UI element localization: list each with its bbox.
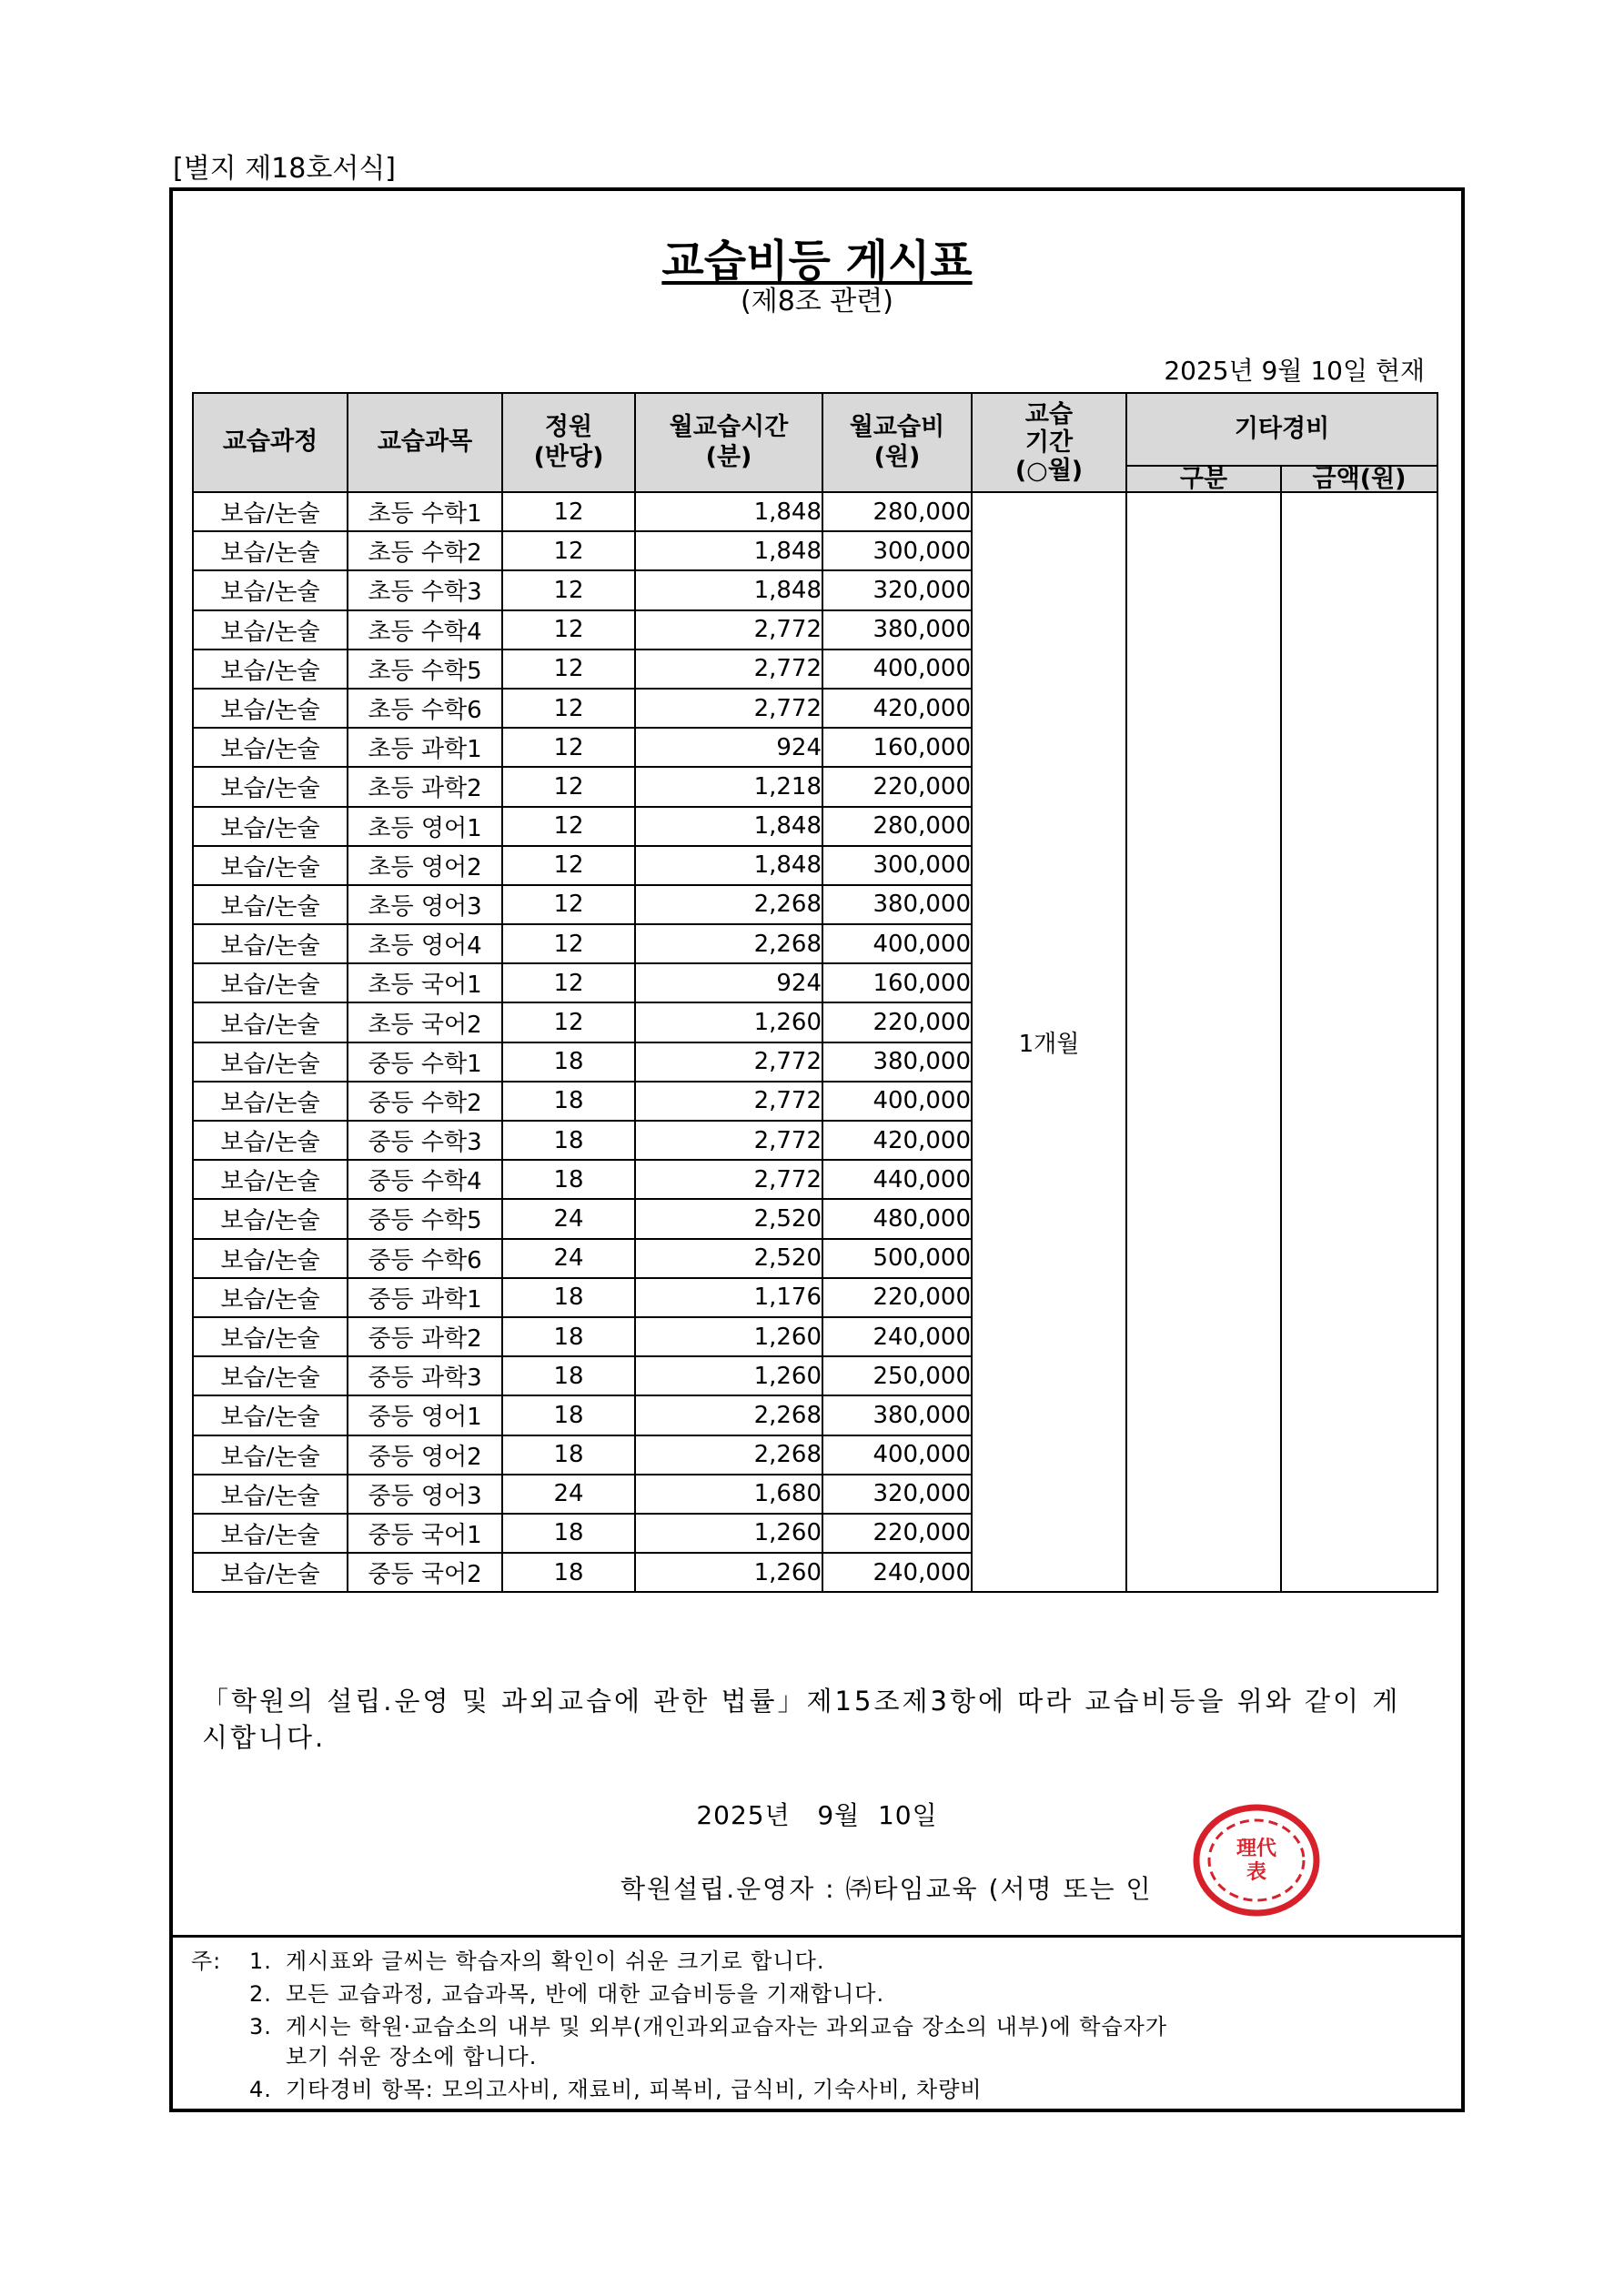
course-cell: 보습/논술 [193,650,348,689]
subject-cell: 초등 영어4 [348,924,502,963]
capacity-cell: 12 [502,531,635,570]
monthly-minutes-cell: 1,260 [635,1317,822,1356]
monthly-fee-cell: 220,000 [822,767,972,806]
capacity-cell: 12 [502,689,635,728]
footnotes [191,1947,1447,2108]
capacity-cell: 18 [502,1435,635,1475]
fee-table-body [193,492,1437,1592]
capacity-cell: 18 [502,1042,635,1082]
course-cell: 보습/논술 [193,1239,348,1278]
header-subject: 교습과목 [348,393,502,492]
course-cell: 보습/논술 [193,1356,348,1395]
monthly-fee-cell: 420,000 [822,689,972,728]
course-cell: 보습/논술 [193,1042,348,1082]
page-subtitle: (제8조 관련) [741,286,893,317]
monthly-minutes-cell: 1,848 [635,846,822,885]
capacity-cell: 12 [502,885,635,924]
monthly-fee-cell: 300,000 [822,531,972,570]
monthly-minutes-cell: 1,260 [635,1356,822,1395]
subject-cell: 중등 영어1 [348,1395,502,1435]
subject-cell: 중등 국어1 [348,1514,502,1553]
header-capacity: 정원 (반당) [502,393,635,492]
svg-text:表: 表 [1246,1861,1267,1884]
monthly-fee-cell: 220,000 [822,1514,972,1553]
subject-cell: 중등 영어2 [348,1435,502,1475]
subject-cell: 초등 과학2 [348,767,502,806]
course-cell: 보습/논술 [193,1317,348,1356]
monthly-minutes-cell: 1,176 [635,1278,822,1317]
monthly-fee-cell: 240,000 [822,1317,972,1356]
capacity-cell: 18 [502,1395,635,1435]
course-cell: 보습/논술 [193,728,348,767]
capacity-cell: 18 [502,1160,635,1199]
capacity-cell: 24 [502,1199,635,1238]
monthly-fee-cell: 420,000 [822,1121,972,1160]
subject-cell: 중등 과학3 [348,1356,502,1395]
footnote-item: 주: 1. 게시표와 글씨는 학습자의 확인이 쉬운 크기로 합니다. [191,1947,1447,1977]
capacity-cell: 12 [502,492,635,531]
subject-cell: 중등 수학5 [348,1199,502,1238]
subject-cell: 중등 과학2 [348,1317,502,1356]
monthly-fee-cell: 380,000 [822,1042,972,1082]
monthly-minutes-cell: 1,260 [635,1002,822,1042]
monthly-fee-cell: 380,000 [822,1395,972,1435]
capacity-cell: 24 [502,1475,635,1514]
monthly-fee-cell: 250,000 [822,1356,972,1395]
monthly-minutes-cell: 2,520 [635,1199,822,1238]
course-cell: 보습/논술 [193,492,348,531]
footnote-item: 3. 게시는 학원·교습소의 내부 및 외부(개인과외교습자는 과외교습 장소의 내부)에 학습자가 보기 쉬운 장소에 합니다. [249,2014,1168,2069]
monthly-minutes-cell: 2,268 [635,1435,822,1475]
course-cell: 보습/논술 [193,531,348,570]
capacity-cell: 12 [502,570,635,609]
monthly-minutes-cell: 1,848 [635,807,822,846]
subject-cell: 초등 과학1 [348,728,502,767]
monthly-minutes-cell: 924 [635,963,822,1002]
monthly-minutes-cell: 1,848 [635,492,822,531]
course-cell: 보습/논술 [193,689,348,728]
subject-cell: 초등 수학4 [348,610,502,650]
capacity-cell: 12 [502,807,635,846]
subject-cell: 중등 과학1 [348,1278,502,1317]
course-cell: 보습/논술 [193,570,348,609]
capacity-cell: 18 [502,1356,635,1395]
monthly-fee-cell: 400,000 [822,650,972,689]
header-other-category: 구분 [1126,466,1281,492]
period-cell: 1개월 [972,492,1126,1592]
monthly-minutes-cell: 2,772 [635,1042,822,1082]
capacity-cell: 18 [502,1121,635,1160]
capacity-cell: 12 [502,1002,635,1042]
course-cell: 보습/논술 [193,1514,348,1553]
header-monthly-minutes: 월교습시간 (분) [635,393,822,492]
monthly-minutes-cell: 1,680 [635,1475,822,1514]
monthly-fee-cell: 380,000 [822,885,972,924]
monthly-minutes-cell: 2,772 [635,1121,822,1160]
monthly-fee-cell: 240,000 [822,1553,972,1592]
capacity-cell: 12 [502,924,635,963]
notes-divider [173,1935,1461,1938]
monthly-fee-cell: 280,000 [822,807,972,846]
monthly-minutes-cell: 1,218 [635,767,822,806]
other-category-cell [1126,492,1281,1592]
course-cell: 보습/논술 [193,1121,348,1160]
monthly-minutes-cell: 1,848 [635,570,822,609]
course-cell: 보습/논술 [193,1278,348,1317]
subject-cell: 초등 영어1 [348,807,502,846]
monthly-minutes-cell: 2,268 [635,924,822,963]
official-seal-stamp [1188,1800,1325,1918]
course-cell: 보습/논술 [193,846,348,885]
table-row [193,492,1437,531]
course-cell: 보습/논술 [193,1435,348,1475]
course-cell: 보습/논술 [193,1475,348,1514]
monthly-fee-cell: 500,000 [822,1239,972,1278]
footnote-item: 4. 기타경비 항목: 모의고사비, 재료비, 피복비, 급식비, 기숙사비, 차량비 [249,2077,983,2102]
monthly-minutes-cell: 2,772 [635,610,822,650]
monthly-minutes-cell: 924 [635,728,822,767]
course-cell: 보습/논술 [193,885,348,924]
subject-cell: 중등 수학4 [348,1160,502,1199]
header-other-amount: 금액(원) [1281,466,1437,492]
tuition-fee-table [192,392,1438,1593]
course-cell: 보습/논술 [193,767,348,806]
capacity-cell: 12 [502,728,635,767]
course-cell: 보습/논술 [193,807,348,846]
header-other-expenses: 기타경비 [1126,393,1437,466]
signature-date: 2025년 9월 10일 [696,1800,938,1830]
capacity-cell: 12 [502,650,635,689]
other-amount-cell [1281,492,1437,1592]
subject-cell: 초등 수학2 [348,531,502,570]
capacity-cell: 12 [502,963,635,1002]
course-cell: 보습/논술 [193,1395,348,1435]
monthly-fee-cell: 160,000 [822,728,972,767]
capacity-cell: 12 [502,846,635,885]
capacity-cell: 18 [502,1317,635,1356]
monthly-fee-cell: 220,000 [822,1278,972,1317]
monthly-fee-cell: 400,000 [822,924,972,963]
capacity-cell: 24 [502,1239,635,1278]
subject-cell: 초등 영어3 [348,885,502,924]
notice-frame [169,187,1465,2112]
monthly-minutes-cell: 2,268 [635,885,822,924]
subject-cell: 중등 수학3 [348,1121,502,1160]
capacity-cell: 18 [502,1553,635,1592]
subject-cell: 초등 영어2 [348,846,502,885]
subject-cell: 초등 수학3 [348,570,502,609]
subject-cell: 중등 수학6 [348,1239,502,1278]
header-course: 교습과정 [193,393,348,492]
monthly-fee-cell: 220,000 [822,1002,972,1042]
subject-cell: 중등 수학1 [348,1042,502,1082]
monthly-fee-cell: 160,000 [822,963,972,1002]
monthly-fee-cell: 400,000 [822,1082,972,1121]
monthly-fee-cell: 280,000 [822,492,972,531]
monthly-fee-cell: 480,000 [822,1199,972,1238]
subject-cell: 중등 수학2 [348,1082,502,1121]
course-cell: 보습/논술 [193,1160,348,1199]
page-title: 교습비등 게시표 [661,236,973,287]
monthly-fee-cell: 300,000 [822,846,972,885]
capacity-cell: 18 [502,1514,635,1553]
course-cell: 보습/논술 [193,1199,348,1238]
monthly-minutes-cell: 2,772 [635,689,822,728]
course-cell: 보습/논술 [193,1002,348,1042]
subject-cell: 중등 영어3 [348,1475,502,1514]
monthly-minutes-cell: 1,848 [635,531,822,570]
course-cell: 보습/논술 [193,1553,348,1592]
capacity-cell: 12 [502,767,635,806]
subject-cell: 초등 국어1 [348,963,502,1002]
capacity-cell: 12 [502,610,635,650]
course-cell: 보습/논술 [193,610,348,650]
form-number-label: [별지 제18호서식] [173,153,396,185]
subject-cell: 초등 수학1 [348,492,502,531]
monthly-minutes-cell: 1,260 [635,1553,822,1592]
legal-statement: 「학원의 설립.운영 및 과외교습에 관한 법률」제15조제3항에 따라 교습비등을 위와 같이 게시합니다. [202,1686,1401,1753]
monthly-minutes-cell: 2,772 [635,1082,822,1121]
course-cell: 보습/논술 [193,963,348,1002]
footnote-item: 2. 모든 교습과정, 교습과목, 반에 대한 교습비등을 기재합니다. [249,1981,885,2007]
subject-cell: 초등 수학5 [348,650,502,689]
course-cell: 보습/논술 [193,924,348,963]
monthly-fee-cell: 440,000 [822,1160,972,1199]
monthly-minutes-cell: 2,268 [635,1395,822,1435]
subject-cell: 초등 수학6 [348,689,502,728]
capacity-cell: 18 [502,1278,635,1317]
header-period: 교습 기간 (○월) [972,393,1126,492]
monthly-minutes-cell: 2,520 [635,1239,822,1278]
svg-text:理代: 理代 [1236,1838,1277,1860]
course-cell: 보습/논술 [193,1082,348,1121]
subject-cell: 중등 국어2 [348,1553,502,1592]
monthly-fee-cell: 320,000 [822,1475,972,1514]
monthly-minutes-cell: 2,772 [635,1160,822,1199]
as-of-date: 2025년 9월 10일 현재 [1164,356,1425,386]
operator-signature-line: 학원설립.운영자 : ㈜타임교육 (서명 또는 인 [620,1874,1153,1904]
monthly-minutes-cell: 2,772 [635,650,822,689]
header-monthly-fee: 월교습비 (원) [822,393,972,492]
monthly-fee-cell: 400,000 [822,1435,972,1475]
subject-cell: 초등 국어2 [348,1002,502,1042]
capacity-cell: 18 [502,1082,635,1121]
monthly-fee-cell: 380,000 [822,610,972,650]
monthly-fee-cell: 320,000 [822,570,972,609]
footnote-label: 주: [191,1949,222,1974]
monthly-minutes-cell: 1,260 [635,1514,822,1553]
